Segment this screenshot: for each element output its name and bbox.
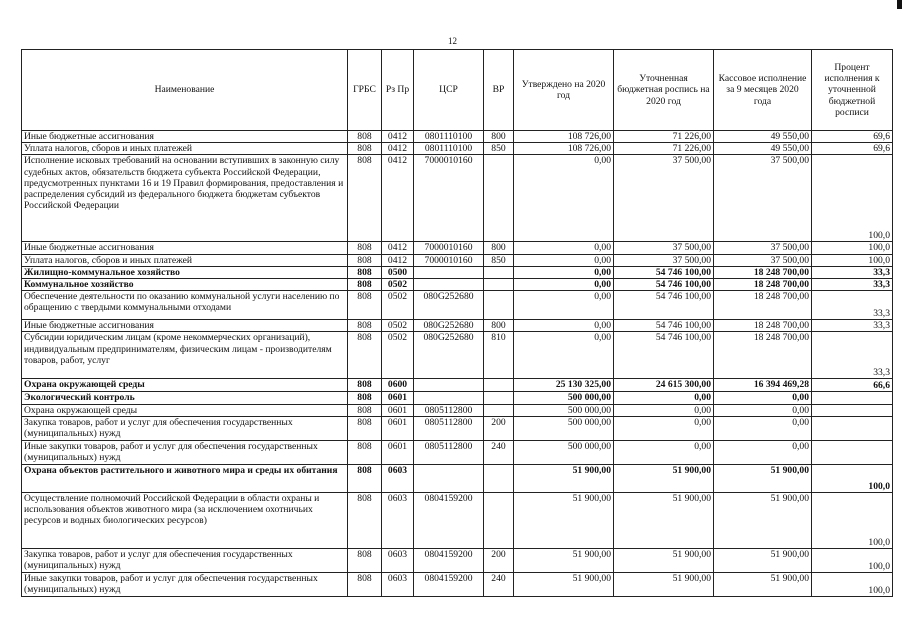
cell-grbs: 808	[348, 492, 382, 548]
cell-refined: 0,00	[614, 404, 714, 416]
header-percent: Процент исполнения к уточненной бюджетной росписи	[812, 50, 893, 131]
cell-refined: 51 900,00	[614, 572, 714, 596]
cell-percent: 33,3	[812, 279, 893, 291]
table-row	[22, 131, 893, 143]
cell-rzpr: 0502	[382, 291, 414, 320]
cell-name: Охрана окружающей среды	[22, 379, 348, 392]
cell-name: Обеспечение деятельности по оказанию коммунальной услуги населению по обращению с твердыми коммунальными отходами	[22, 291, 348, 320]
cell-csr	[414, 266, 484, 278]
cell-vr: 240	[484, 572, 514, 596]
cell-vr	[484, 279, 514, 291]
cell-csr: 0801110100	[414, 131, 484, 143]
cell-vr	[484, 404, 514, 416]
cell-rzpr: 0500	[382, 266, 414, 278]
cell-percent	[812, 416, 893, 440]
cell-approved: 51 900,00	[514, 464, 614, 492]
cell-approved: 51 900,00	[514, 572, 614, 596]
cell-rzpr: 0603	[382, 572, 414, 596]
cell-approved: 108 726,00	[514, 131, 614, 143]
cell-name: Уплата налогов, сборов и иных платежей	[22, 143, 348, 155]
cell-vr	[484, 392, 514, 404]
cell-csr: 0801110100	[414, 143, 484, 155]
header-approved: Утверждено на 2020 год	[514, 50, 614, 131]
cell-approved: 51 900,00	[514, 492, 614, 548]
cell-csr: 080G252680	[414, 291, 484, 320]
cell-vr: 800	[484, 242, 514, 254]
cell-approved: 0,00	[514, 332, 614, 379]
cell-vr: 810	[484, 332, 514, 379]
cell-refined: 54 746 100,00	[614, 279, 714, 291]
cell-rzpr: 0603	[382, 492, 414, 548]
cell-cash: 16 394 469,28	[714, 379, 812, 392]
cell-approved: 51 900,00	[514, 548, 614, 572]
cell-refined: 37 500,00	[614, 242, 714, 254]
header-cash: Кассовое исполнение за 9 месяцев 2020 года	[714, 50, 812, 131]
cell-cash: 0,00	[714, 392, 812, 404]
cell-name: Коммунальное хозяйство	[22, 279, 348, 291]
cell-percent: 100,0	[812, 572, 893, 596]
cell-approved: 0,00	[514, 266, 614, 278]
cell-cash: 0,00	[714, 440, 812, 464]
cell-vr	[484, 379, 514, 392]
cell-csr: 080G252680	[414, 320, 484, 332]
cell-name: Иные бюджетные ассигнования	[22, 320, 348, 332]
cell-name: Жилищно-коммунальное хозяйство	[22, 266, 348, 278]
cell-rzpr: 0502	[382, 332, 414, 379]
cell-rzpr: 0603	[382, 464, 414, 492]
cell-percent: 33,3	[812, 266, 893, 278]
cell-cash: 18 248 700,00	[714, 320, 812, 332]
cell-csr: 0804159200	[414, 572, 484, 596]
cell-percent	[812, 440, 893, 464]
table-row	[22, 254, 893, 266]
cell-vr: 850	[484, 254, 514, 266]
cell-approved: 500 000,00	[514, 440, 614, 464]
cell-csr	[414, 279, 484, 291]
cell-percent: 100,0	[812, 464, 893, 492]
cell-cash: 18 248 700,00	[714, 291, 812, 320]
cell-approved: 108 726,00	[514, 143, 614, 155]
cell-refined: 71 226,00	[614, 131, 714, 143]
cell-refined: 54 746 100,00	[614, 320, 714, 332]
cell-csr	[414, 379, 484, 392]
cell-name: Охрана объектов растительного и животного мира и среды их обитания	[22, 464, 348, 492]
cell-refined: 37 500,00	[614, 254, 714, 266]
header-grbs: ГРБС	[348, 50, 382, 131]
table-row	[22, 291, 893, 320]
header-rzpr: Рз Пр	[382, 50, 414, 131]
cell-grbs: 808	[348, 379, 382, 392]
cell-percent: 100,0	[812, 492, 893, 548]
cell-percent	[812, 404, 893, 416]
cell-grbs: 808	[348, 548, 382, 572]
table-row	[22, 242, 893, 254]
table-row	[22, 464, 893, 492]
cell-cash: 51 900,00	[714, 464, 812, 492]
cell-refined: 71 226,00	[614, 143, 714, 155]
header-csr: ЦСР	[414, 50, 484, 131]
table-row	[22, 492, 893, 548]
cell-csr: 0805112800	[414, 440, 484, 464]
cell-rzpr: 0412	[382, 155, 414, 242]
cell-grbs: 808	[348, 332, 382, 379]
table-row	[22, 379, 893, 392]
cell-grbs: 808	[348, 392, 382, 404]
cell-rzpr: 0412	[382, 143, 414, 155]
table-row	[22, 320, 893, 332]
cell-grbs: 808	[348, 254, 382, 266]
cell-grbs: 808	[348, 572, 382, 596]
cell-approved: 0,00	[514, 242, 614, 254]
cell-grbs: 808	[348, 242, 382, 254]
cell-vr: 800	[484, 320, 514, 332]
table-row	[22, 332, 893, 379]
cell-grbs: 808	[348, 464, 382, 492]
table-header-row	[22, 50, 893, 131]
header-refined: Уточненная бюджетная роспись на 2020 год	[614, 50, 714, 131]
table-row	[22, 572, 893, 596]
cell-name: Субсидии юридическим лицам (кроме некоммерческих организаций), индивидуальным предпринимателям, физическим лицам - производителям товаров, работ, услуг	[22, 332, 348, 379]
cell-rzpr: 0603	[382, 548, 414, 572]
cell-refined: 0,00	[614, 440, 714, 464]
cell-vr	[484, 464, 514, 492]
table-row	[22, 416, 893, 440]
cell-csr	[414, 392, 484, 404]
cell-csr: 0804159200	[414, 492, 484, 548]
cell-approved: 0,00	[514, 254, 614, 266]
cell-rzpr: 0600	[382, 379, 414, 392]
cell-name: Охрана окружающей среды	[22, 404, 348, 416]
cell-refined: 51 900,00	[614, 548, 714, 572]
cell-vr: 240	[484, 440, 514, 464]
cell-vr: 850	[484, 143, 514, 155]
header-name: Наименование	[22, 50, 348, 131]
cell-approved: 0,00	[514, 155, 614, 242]
cell-vr: 200	[484, 416, 514, 440]
cell-name: Уплата налогов, сборов и иных платежей	[22, 254, 348, 266]
cell-grbs: 808	[348, 279, 382, 291]
cell-cash: 37 500,00	[714, 155, 812, 242]
cell-percent: 69,6	[812, 143, 893, 155]
cell-vr	[484, 291, 514, 320]
table-row	[22, 392, 893, 404]
cell-rzpr: 0502	[382, 320, 414, 332]
cell-rzpr: 0601	[382, 440, 414, 464]
cell-refined: 24 615 300,00	[614, 379, 714, 392]
cell-grbs: 808	[348, 155, 382, 242]
cell-grbs: 808	[348, 266, 382, 278]
cell-name: Экологический контроль	[22, 392, 348, 404]
cell-refined: 54 746 100,00	[614, 266, 714, 278]
page-number: 12	[448, 36, 457, 46]
cell-percent: 33,3	[812, 291, 893, 320]
cell-refined: 37 500,00	[614, 155, 714, 242]
cell-cash: 51 900,00	[714, 572, 812, 596]
scan-mark	[897, 0, 902, 9]
cell-csr: 0805112800	[414, 416, 484, 440]
cell-cash: 51 900,00	[714, 548, 812, 572]
cell-refined: 0,00	[614, 416, 714, 440]
cell-rzpr: 0601	[382, 404, 414, 416]
cell-name: Иные закупки товаров, работ и услуг для обеспечения государственных (муниципальных) нужд	[22, 440, 348, 464]
cell-percent: 100,0	[812, 548, 893, 572]
cell-csr: 7000010160	[414, 254, 484, 266]
cell-grbs: 808	[348, 404, 382, 416]
cell-cash: 0,00	[714, 416, 812, 440]
cell-cash: 18 248 700,00	[714, 279, 812, 291]
cell-percent: 33,3	[812, 332, 893, 379]
cell-vr: 800	[484, 131, 514, 143]
cell-name: Иные бюджетные ассигнования	[22, 131, 348, 143]
cell-name: Исполнение исковых требований на основании вступивших в законную силу судебных актов, обязательств бюджета субъекта Российской Федерации, предусмотренных пунктами 16 и 19 Правил формирования, предоставления и распределения субсидий из федерального бюджета бюджетам субъектов Российской Федерации	[22, 155, 348, 242]
cell-rzpr: 0412	[382, 242, 414, 254]
cell-rzpr: 0601	[382, 392, 414, 404]
cell-cash: 18 248 700,00	[714, 332, 812, 379]
cell-grbs: 808	[348, 320, 382, 332]
cell-cash: 18 248 700,00	[714, 266, 812, 278]
header-vr: ВР	[484, 50, 514, 131]
cell-approved: 0,00	[514, 320, 614, 332]
cell-approved: 25 130 325,00	[514, 379, 614, 392]
cell-cash: 37 500,00	[714, 254, 812, 266]
cell-refined: 54 746 100,00	[614, 332, 714, 379]
cell-csr: 7000010160	[414, 242, 484, 254]
table-row	[22, 266, 893, 278]
cell-approved: 500 000,00	[514, 416, 614, 440]
cell-name: Закупка товаров, работ и услуг для обеспечения государственных (муниципальных) нужд	[22, 548, 348, 572]
cell-grbs: 808	[348, 291, 382, 320]
cell-rzpr: 0502	[382, 279, 414, 291]
cell-approved: 0,00	[514, 279, 614, 291]
cell-csr: 0805112800	[414, 404, 484, 416]
cell-percent: 66,6	[812, 379, 893, 392]
budget-table-container	[0, 49, 893, 597]
cell-vr	[484, 155, 514, 242]
budget-execution-table	[21, 49, 893, 597]
cell-vr: 200	[484, 548, 514, 572]
cell-percent: 69,6	[812, 131, 893, 143]
cell-name: Закупка товаров, работ и услуг для обеспечения государственных (муниципальных) нужд	[22, 416, 348, 440]
table-row	[22, 279, 893, 291]
cell-rzpr: 0412	[382, 131, 414, 143]
cell-cash: 49 550,00	[714, 131, 812, 143]
cell-grbs: 808	[348, 131, 382, 143]
cell-csr: 0804159200	[414, 548, 484, 572]
cell-grbs: 808	[348, 440, 382, 464]
cell-refined: 54 746 100,00	[614, 291, 714, 320]
table-body	[22, 131, 893, 597]
cell-cash: 51 900,00	[714, 492, 812, 548]
cell-grbs: 808	[348, 143, 382, 155]
cell-cash: 0,00	[714, 404, 812, 416]
cell-approved: 0,00	[514, 291, 614, 320]
cell-csr: 7000010160	[414, 155, 484, 242]
table-row	[22, 404, 893, 416]
cell-refined: 51 900,00	[614, 464, 714, 492]
cell-csr	[414, 464, 484, 492]
cell-grbs: 808	[348, 416, 382, 440]
cell-vr	[484, 266, 514, 278]
cell-refined: 0,00	[614, 392, 714, 404]
cell-rzpr: 0412	[382, 254, 414, 266]
cell-name: Иные бюджетные ассигнования	[22, 242, 348, 254]
cell-name: Осуществление полномочий Российской Федерации в области охраны и использования объектов животного мира (за исключением охотничьих ресурсов и водных биологических ресурсов)	[22, 492, 348, 548]
cell-approved: 500 000,00	[514, 392, 614, 404]
table-row	[22, 143, 893, 155]
table-row	[22, 440, 893, 464]
table-row	[22, 548, 893, 572]
cell-cash: 49 550,00	[714, 143, 812, 155]
cell-rzpr: 0601	[382, 416, 414, 440]
table-row	[22, 155, 893, 242]
cell-csr: 080G252680	[414, 332, 484, 379]
cell-name: Иные закупки товаров, работ и услуг для обеспечения государственных (муниципальных) нужд	[22, 572, 348, 596]
cell-percent	[812, 392, 893, 404]
cell-cash: 37 500,00	[714, 242, 812, 254]
cell-percent: 100,0	[812, 155, 893, 242]
cell-percent: 100,0	[812, 242, 893, 254]
cell-percent: 100,0	[812, 254, 893, 266]
cell-refined: 51 900,00	[614, 492, 714, 548]
cell-approved: 500 000,00	[514, 404, 614, 416]
cell-percent: 33,3	[812, 320, 893, 332]
cell-vr	[484, 492, 514, 548]
